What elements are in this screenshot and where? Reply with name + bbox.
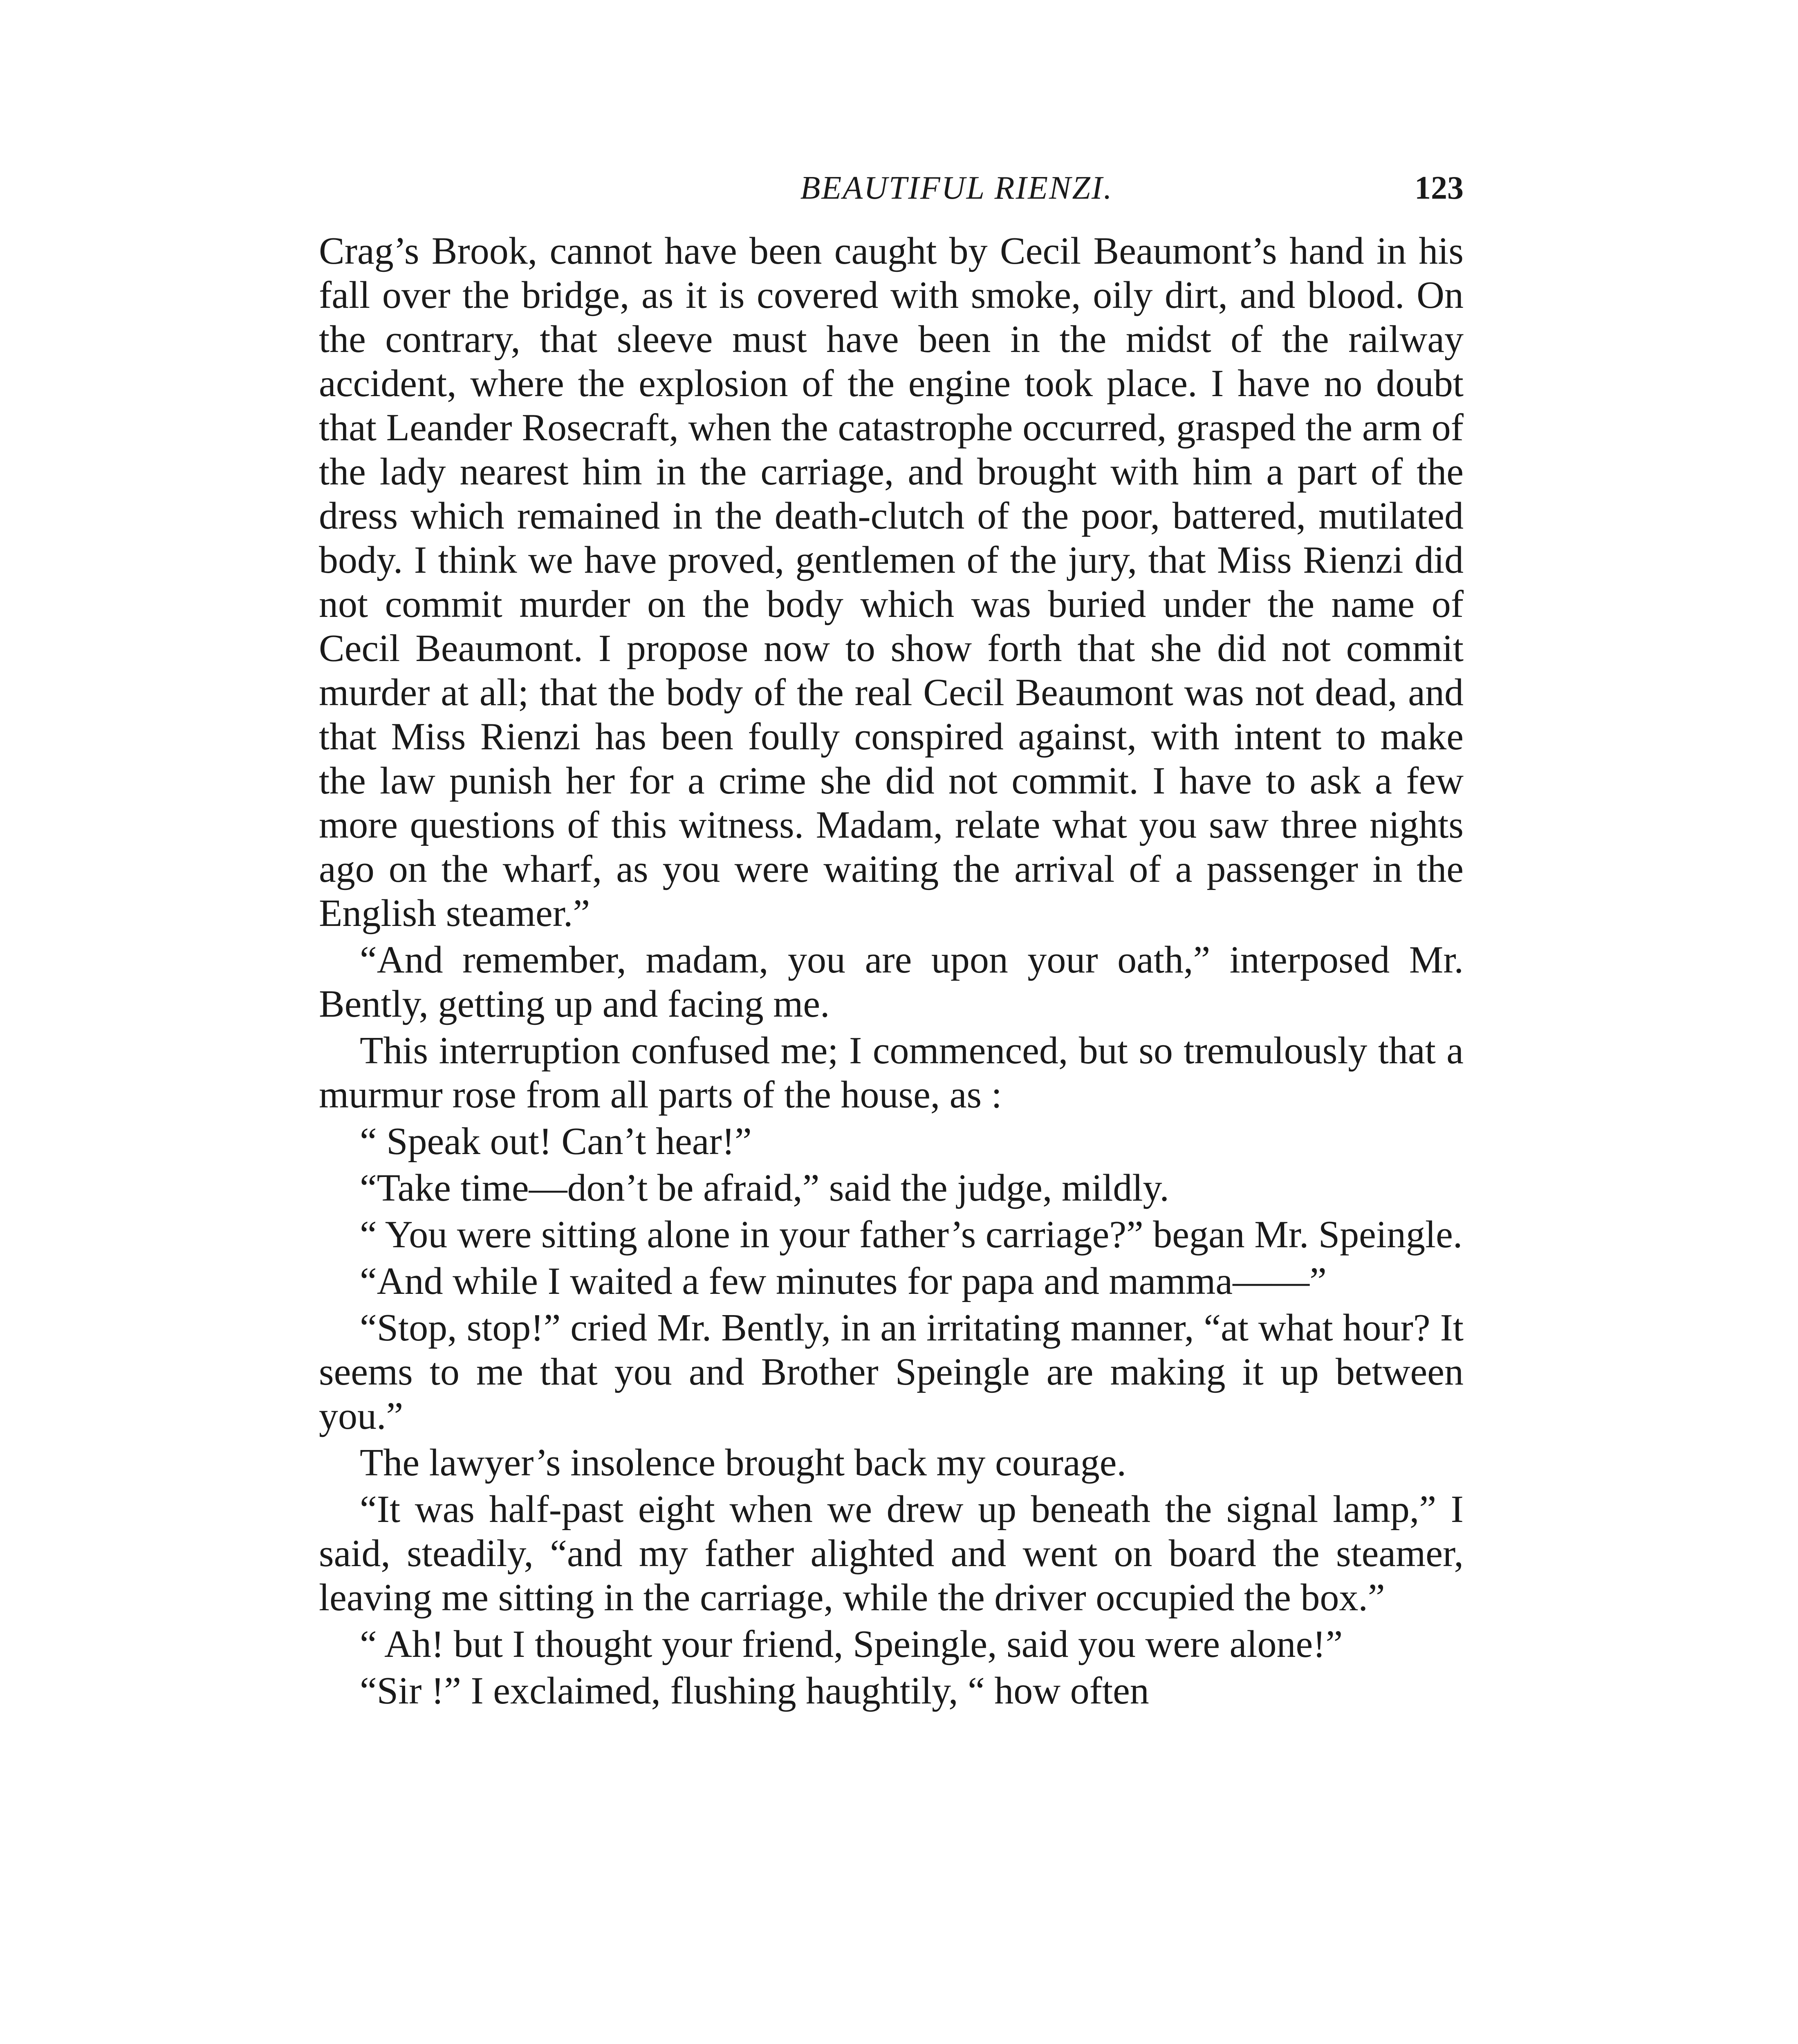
paragraph: “ Ah! but I thought your friend, Speingle, said you were alone!” [360,1623,1343,1665]
paragraph: “Sir !” I exclaimed, flushing haughtily, “ how often [360,1670,1149,1712]
page-header [319,168,1464,213]
book-page [319,168,1464,1715]
paragraph: The lawyer’s insolence brought back my courage. [360,1441,1126,1484]
paragraph: “Take time—don’t be afraid,” said the judge, mildly. [360,1167,1169,1209]
running-title: BEAUTIFUL RIENZI. [800,170,1113,206]
paragraph: “And while I waited a few minutes for papa and mamma——” [360,1260,1327,1302]
body-text [319,229,1464,1713]
paragraph: Crag’s Brook, cannot have been caught by Cecil Beaumont’s hand in his fall over the bridge, as it is covered with smoke, oily dirt, and blood. On the contrary, that sleeve must have been in the midst of the railway accident, where the explosion of the engine took place. I have no doubt that Leander Rosecraft, when the catastrophe occurred, grasped the arm of the lady nearest him in the carriage, and brought with him a part of the dress which remained in the death-clutch of the poor, battered, mutilated body. I think we have proved, gentlemen of the jury, that Miss Rienzi did not commit murder on the body which was buried under the name of Cecil Beaumont. I propose now to show forth that she did not commit murder at all; that the body of the real Cecil Beaumont was not dead, and that Miss Rienzi has been foully conspired against, with intent to make the law punish her for a crime she did not commit. I have to ask a few more questions of this witness. Madam, relate what you saw three nights ago on the wharf, as you were waiting the arrival of a passenger in the English steamer.” [319,230,1464,935]
paragraph: “ You were sitting alone in your father’s carriage?” began Mr. Speingle. [360,1213,1463,1256]
paragraph: “It was half-past eight when we drew up beneath the signal lamp,” I said, steadily, “and my father alighted and went on board the steamer, leaving me sitting in the carriage, while the driver occupied the box.” [319,1488,1464,1619]
paragraph: This interruption confused me; I commenced, but so tremulously that a murmur rose from all parts of the house, as : [319,1029,1464,1116]
paragraph: “Stop, stop!” cried Mr. Bently, in an irritating manner, “at what hour? It seems to me that you and Brother Speingle are making it up between you.” [319,1307,1464,1437]
page-number: 123 [1415,170,1464,206]
paragraph: “And remember, madam, you are upon your oath,” interposed Mr. Bently, getting up and facing me. [319,939,1464,1025]
paragraph: “ Speak out! Can’t hear!” [360,1120,752,1163]
